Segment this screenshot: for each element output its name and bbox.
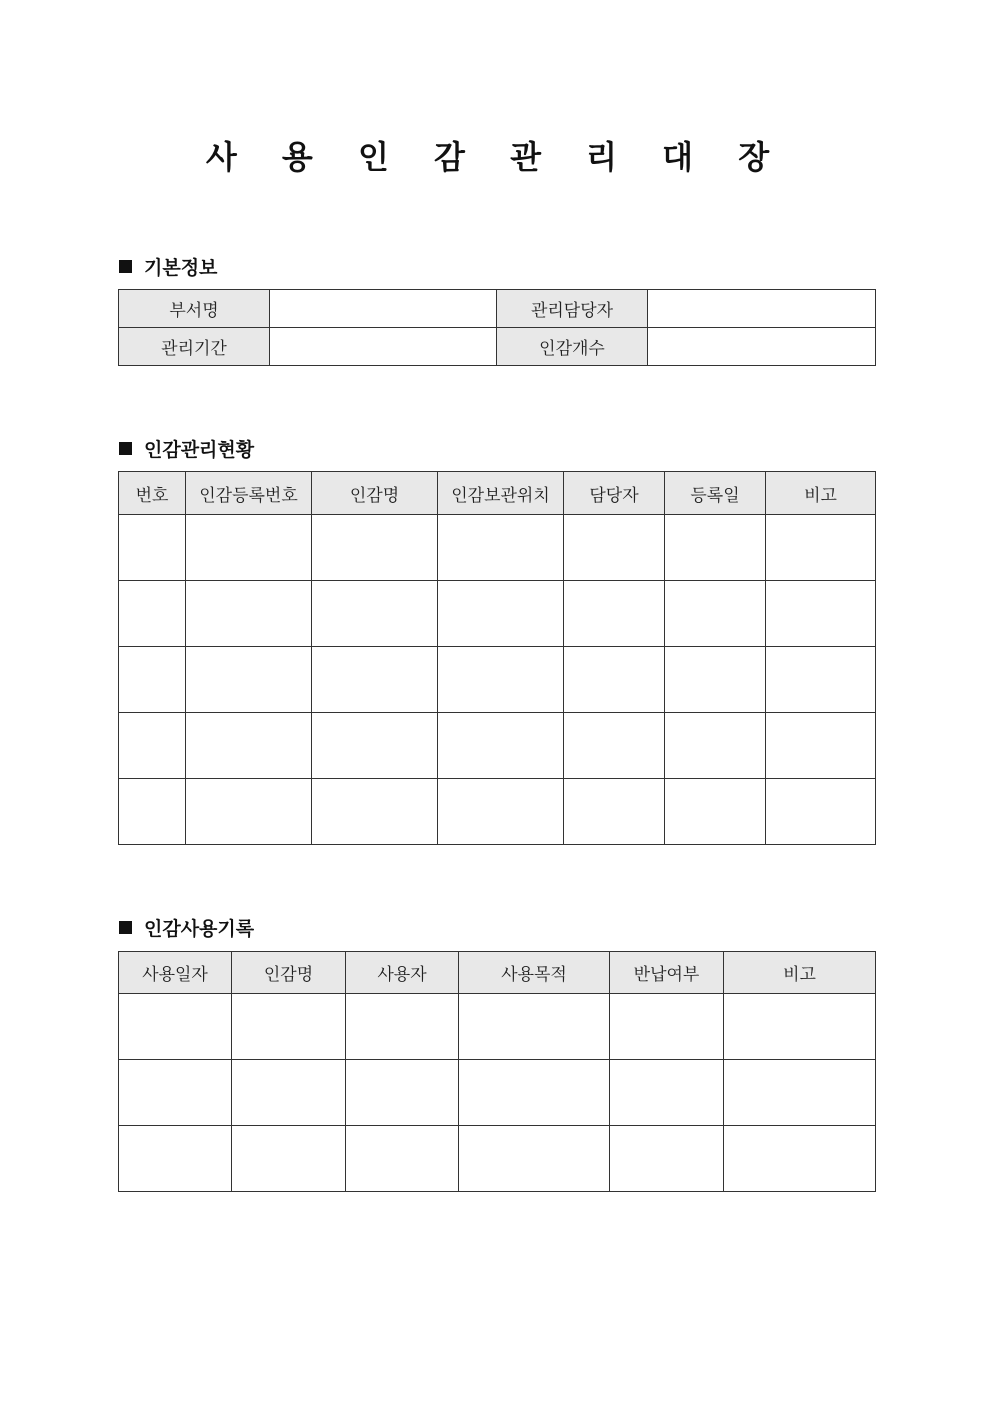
square-bullet-icon	[119, 260, 132, 273]
table-cell[interactable]	[346, 1126, 459, 1192]
table-cell[interactable]	[459, 994, 610, 1060]
table-cell[interactable]	[438, 581, 564, 647]
table-cell[interactable]	[564, 515, 665, 581]
basic-info-row	[119, 290, 876, 328]
basic-info-row	[119, 328, 876, 366]
dept-field[interactable]	[270, 290, 497, 328]
square-bullet-icon	[119, 921, 132, 934]
period-label: 관리기간	[119, 328, 270, 366]
table-row	[119, 1126, 876, 1192]
table-cell[interactable]	[312, 581, 438, 647]
square-bullet-icon	[119, 442, 132, 455]
table-cell[interactable]	[438, 647, 564, 713]
table-cell[interactable]	[564, 647, 665, 713]
table-cell[interactable]	[119, 581, 186, 647]
table-cell[interactable]	[119, 1126, 232, 1192]
table-cell[interactable]	[232, 994, 346, 1060]
column-header: 사용자	[346, 952, 459, 994]
table-cell[interactable]	[610, 1060, 724, 1126]
usage-heading	[119, 914, 254, 941]
status-table	[118, 471, 876, 845]
column-header: 인감보관위치	[438, 472, 564, 515]
table-cell[interactable]	[459, 1126, 610, 1192]
count-field[interactable]	[648, 328, 876, 366]
column-header: 인감등록번호	[186, 472, 312, 515]
table-cell[interactable]	[665, 713, 766, 779]
basic-info-heading-label: 기본정보	[144, 257, 218, 279]
table-cell[interactable]	[119, 994, 232, 1060]
status-heading	[119, 435, 254, 462]
table-cell[interactable]	[610, 994, 724, 1060]
table-cell[interactable]	[724, 1126, 876, 1192]
table-cell[interactable]	[186, 647, 312, 713]
table-cell[interactable]	[186, 713, 312, 779]
dept-label: 부서명	[119, 290, 270, 328]
table-row	[119, 581, 876, 647]
table-cell[interactable]	[119, 1060, 232, 1126]
column-header: 비고	[724, 952, 876, 994]
status-header-row	[119, 472, 876, 515]
column-header: 반납여부	[610, 952, 724, 994]
table-cell[interactable]	[119, 779, 186, 845]
table-cell[interactable]	[438, 779, 564, 845]
table-cell[interactable]	[665, 515, 766, 581]
basic-info-heading	[119, 253, 217, 280]
table-cell[interactable]	[346, 994, 459, 1060]
table-cell[interactable]	[186, 581, 312, 647]
manager-field[interactable]	[648, 290, 876, 328]
table-cell[interactable]	[186, 779, 312, 845]
count-label: 인감개수	[497, 328, 648, 366]
column-header: 인감명	[232, 952, 346, 994]
usage-table	[118, 951, 876, 1192]
table-cell[interactable]	[766, 713, 876, 779]
period-field[interactable]	[270, 328, 497, 366]
table-cell[interactable]	[610, 1126, 724, 1192]
table-row	[119, 779, 876, 845]
table-cell[interactable]	[438, 515, 564, 581]
table-cell[interactable]	[119, 713, 186, 779]
table-cell[interactable]	[119, 515, 186, 581]
table-cell[interactable]	[186, 515, 312, 581]
usage-header-row	[119, 952, 876, 994]
table-cell[interactable]	[665, 647, 766, 713]
table-cell[interactable]	[232, 1126, 346, 1192]
table-cell[interactable]	[312, 713, 438, 779]
usage-heading-label: 인감사용기록	[144, 918, 255, 940]
table-cell[interactable]	[119, 647, 186, 713]
table-cell[interactable]	[766, 515, 876, 581]
table-cell[interactable]	[564, 581, 665, 647]
column-header: 사용목적	[459, 952, 610, 994]
table-cell[interactable]	[724, 1060, 876, 1126]
document-title: 사 용 인 감 관 리 대 장	[205, 138, 787, 176]
table-cell[interactable]	[564, 779, 665, 845]
table-cell[interactable]	[766, 581, 876, 647]
column-header: 비고	[766, 472, 876, 515]
table-cell[interactable]	[312, 515, 438, 581]
basic-info-table	[118, 289, 876, 366]
table-cell[interactable]	[312, 647, 438, 713]
table-cell[interactable]	[724, 994, 876, 1060]
column-header: 담당자	[564, 472, 665, 515]
table-cell[interactable]	[312, 779, 438, 845]
column-header: 등록일	[665, 472, 766, 515]
table-row	[119, 647, 876, 713]
table-cell[interactable]	[665, 779, 766, 845]
column-header: 번호	[119, 472, 186, 515]
table-cell[interactable]	[346, 1060, 459, 1126]
table-cell[interactable]	[766, 647, 876, 713]
table-cell[interactable]	[438, 713, 564, 779]
column-header: 인감명	[312, 472, 438, 515]
table-cell[interactable]	[766, 779, 876, 845]
table-cell[interactable]	[459, 1060, 610, 1126]
table-row	[119, 1060, 876, 1126]
table-row	[119, 994, 876, 1060]
table-cell[interactable]	[665, 581, 766, 647]
table-cell[interactable]	[564, 713, 665, 779]
table-row	[119, 713, 876, 779]
status-heading-label: 인감관리현황	[144, 439, 255, 461]
column-header: 사용일자	[119, 952, 232, 994]
table-cell[interactable]	[232, 1060, 346, 1126]
table-row	[119, 515, 876, 581]
manager-label: 관리담당자	[497, 290, 648, 328]
